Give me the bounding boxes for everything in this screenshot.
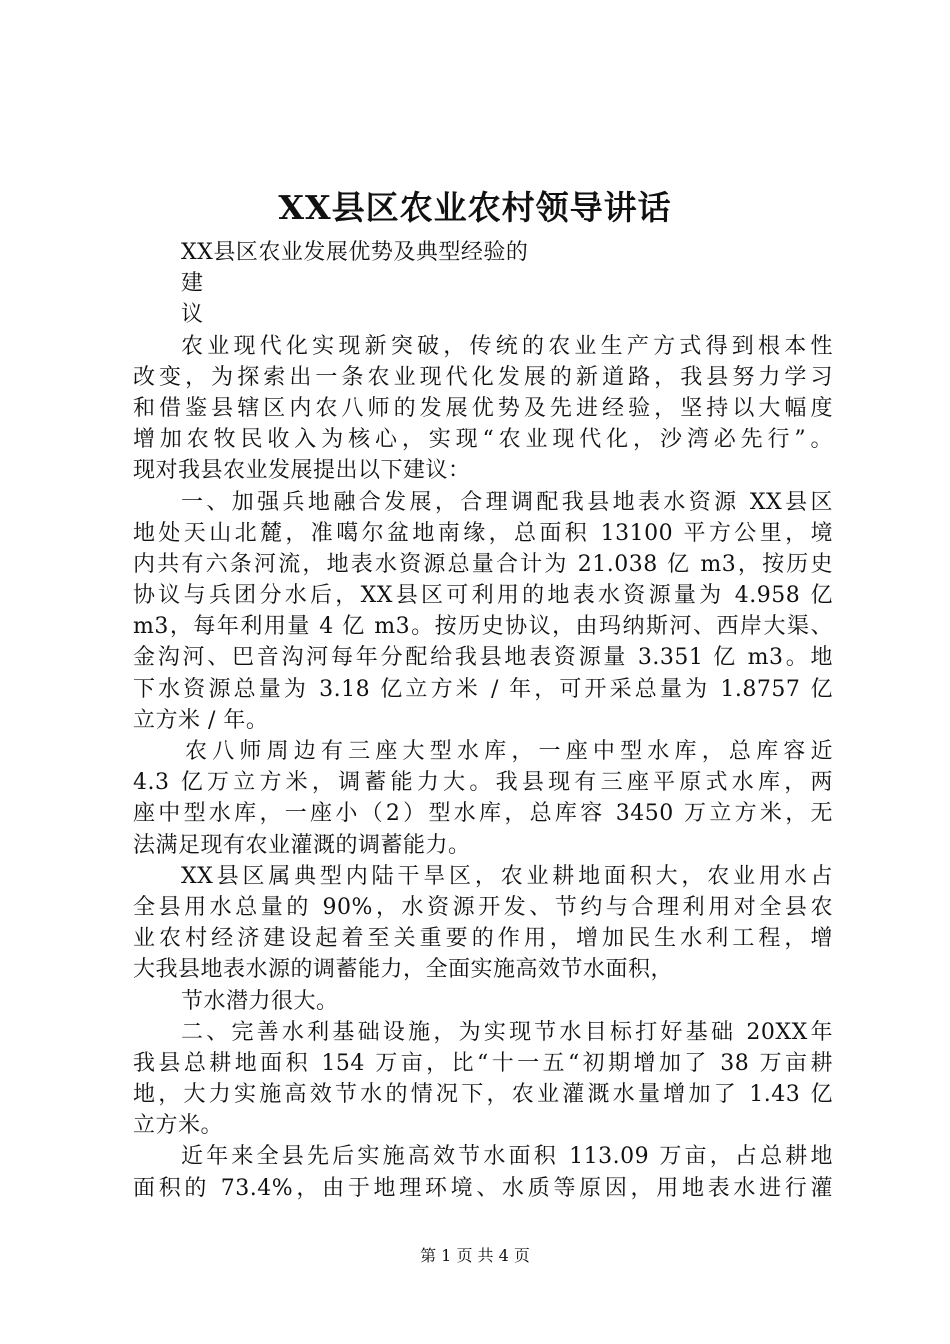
text-line: 大我县地表水源的调蓄能力，全面实施高效节水面积， [133, 957, 674, 983]
text-line: 近年来全县先后实施高效节水面积 113.09 万亩，占总耕地 [181, 1144, 833, 1170]
text-line: 二、完善水利基础设施，为实现节水目标打好基础 20XX年 [181, 1019, 833, 1045]
text-line: XX县区属典型内陆干旱区，农业耕地面积大，农业用水占 [181, 863, 833, 889]
text-line: 立方米。 [133, 1113, 224, 1139]
text-line: 内共有六条河流，地表水资源总量合计为 21.038 亿 m3，按历史 [133, 551, 833, 577]
text-line: 金沟河、巴音沟河每年分配给我县地表资源量 3.351 亿 m3。地 [133, 645, 833, 671]
text-line: 农八师周边有三座大型水库，一座中型水库，总库容近 [185, 739, 833, 764]
text-line: 协议与兵团分水后，XX县区可利用的地表水资源量为 4.958 亿 [133, 583, 833, 609]
text-line: 改变，为探索出一条农业现代化发展的新道路，我县努力学习 [133, 364, 833, 390]
text-line: 现对我县农业发展提出以下建议： [133, 458, 471, 484]
text-line: 建 [181, 271, 204, 297]
document-title: XX县区农业农村领导讲话 [278, 188, 672, 227]
text-line: 地处天山北麓，准噶尔盆地南缘，总面积 13100 平方公里，境 [133, 520, 833, 546]
text-line: 4.3 亿万立方米，调蓄能力大。我县现有三座平原式水库，两 [133, 770, 833, 796]
text-line: 立方米 / 年。 [133, 707, 269, 733]
text-line: 面积的 73.4%，由于地理环境、水质等原因，用地表水进行灌 [133, 1175, 833, 1201]
text-line: 法满足现有农业灌溉的调蓄能力。 [133, 832, 471, 858]
text-line: 节水潜力很大。 [181, 988, 339, 1014]
text-line: 增加农牧民收入为核心，实现“农业现代化，沙湾必先行”。 [133, 427, 833, 453]
text-line: 一、加强兵地融合发展，合理调配我县地表水资源 XX县区 [181, 489, 833, 515]
page-footer: 第 1 页 共 4 页 [420, 1246, 530, 1265]
text-line: XX县区农业发展优势及典型经验的 [181, 240, 529, 265]
text-line: 地，大力实施高效节水的情况下，农业灌溉水量增加了 1.43 亿 [133, 1082, 833, 1108]
text-line: 议 [181, 302, 204, 328]
text-line: 和借鉴县辖区内农八师的发展优势及先进经验，坚持以大幅度 [133, 395, 833, 421]
text-line: 全县用水总量的 90%，水资源开发、节约与合理利用对全县农 [133, 894, 833, 920]
text-line: 业农村经济建设起着至关重要的作用，增加民生水利工程，增 [133, 926, 833, 952]
text-line: 我县总耕地面积 154 万亩，比“十一五“初期增加了 38 万亩耕 [133, 1050, 833, 1076]
document-body [133, 237, 833, 1204]
text-line: 座中型水库，一座小（2）型水库，总库容 3450 万立方米，无 [133, 801, 833, 827]
text-line: 农业现代化实现新突破，传统的农业生产方式得到根本性 [181, 333, 833, 359]
text-line: m3，每年利用量 4 亿 m3。按历史协议，由玛纳斯河、西岸大渠、 [133, 614, 833, 640]
text-line: 下水资源总量为 3.18 亿立方米 / 年，可开采总量为 1.8757 亿 [133, 676, 833, 702]
